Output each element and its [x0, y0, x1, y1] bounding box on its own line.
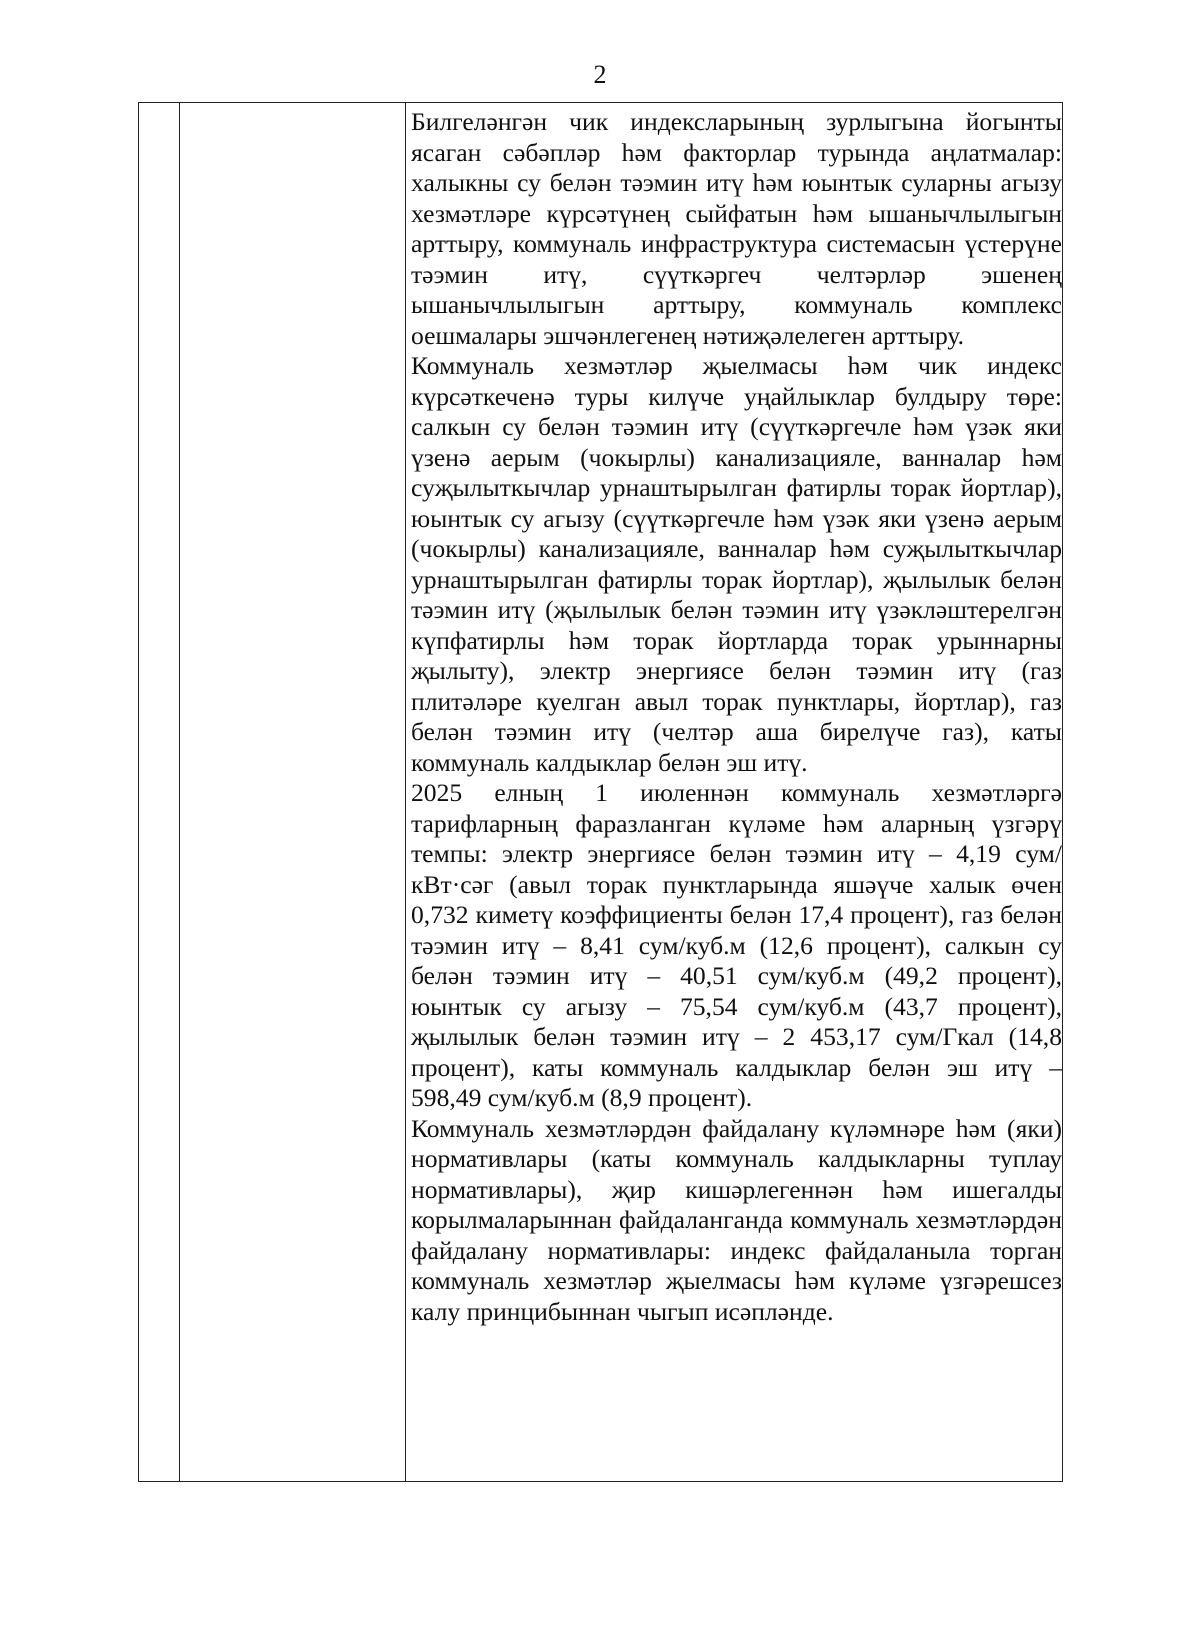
table-row: [139, 103, 1063, 1482]
paragraph-amenities: Коммуналь хезмәтләр җыелмасы һәм чик индекс күрсәткеченә туры килүче уңайлыклар булдыру төре: салкын су белән тәэмин итү (сүүткәргечле һәм үзәк яки үзенә аерым (чокырлы) канализацияле, ванналар һәм суҗылыткычлар урнаштырылган фатирлы торак йортлар), юынтык су агызу (сүүткәргечле һәм үзәк яки үзенә аерым (чокырлы) канализацияле, ванналар һәм суҗылыткычлар урнаштырылган фатирлы торак йортлар), җылылык белән тәэмин итү (җылылык белән тәэмин итү үзәкләштерелгән күпфатирлы һәм торак йортларда торак урыннарны җылыту), электр энергиясе белән тәэмин итү (газ плитәләре куелган авыл торак пунктлары, йортлар), газ белән тәэмин итү (челтәр аша бирелүче газ), каты коммуналь калдыклар белән эш итү.: [411, 351, 1062, 777]
table-cell-text: [406, 103, 1063, 1482]
paragraph-tariffs: 2025 елның 1 июленнән коммуналь хезмәтләргә тарифларның фаразланган күләме һәм аларның үзгәрү темпы: электр энергиясе белән тәэмин итү – 4,19 сум/кВт·сәг (авыл торак пунктларында яшәүче халык өчен 0,732 киметү коэффициенты белән 17,4 процент), газ белән тәэмин итү – 8,41 сум/куб.м (12,6 процент), салкын су белән тәэмин итү – 40,51 сум/куб.м (49,2 процент), юынтык су агызу – 75,54 сум/куб.м (43,7 процент), җылылык белән тәэмин итү – 2 453,17 сум/Гкал (14,8 процент), каты коммуналь калдыклар белән эш итү – 598,49 сум/куб.м (8,9 процент).: [411, 778, 1062, 1112]
page-number: 2: [593, 60, 607, 89]
table-cell-index: [139, 103, 180, 1482]
table-cell-label: [180, 103, 406, 1482]
paragraph-factors: Билгеләнгән чик индексларының зурлыгына йогынты ясаган сәбәпләр һәм факторлар турында аңлатмалар: халыкны су белән тәэмин итү һәм юынтык суларны агызу хезмәтләре күрсәтүнең сыйфатын һәм ышанычлылыгын арттыру, коммуналь инфраструктура системасын үстерүне тәэмин итү, сүүткәргеч челтәрләр эшенең ышанычлылыгын арттыру, коммуналь комплекс оешмалары эшчәнлегенең нәтиҗәлелеген арттыру.: [411, 107, 1062, 350]
content-table: [138, 102, 1063, 1482]
paragraph-norms: Коммуналь хезмәтләрдән файдалану күләмнәре һәм (яки) нормативлары (каты коммуналь калдыкларны туплау нормативлары), җир кишәрлегеннән һәм ишегалды корылмаларыннан файдаланганда коммуналь хезмәтләрдән файдалану нормативлары: индекс файдаланыла торган коммуналь хезмәтләр җыелмасы һәм күләме үзгәрешсез калу принцибыннан чыгып исәпләнде.: [411, 1113, 1062, 1326]
